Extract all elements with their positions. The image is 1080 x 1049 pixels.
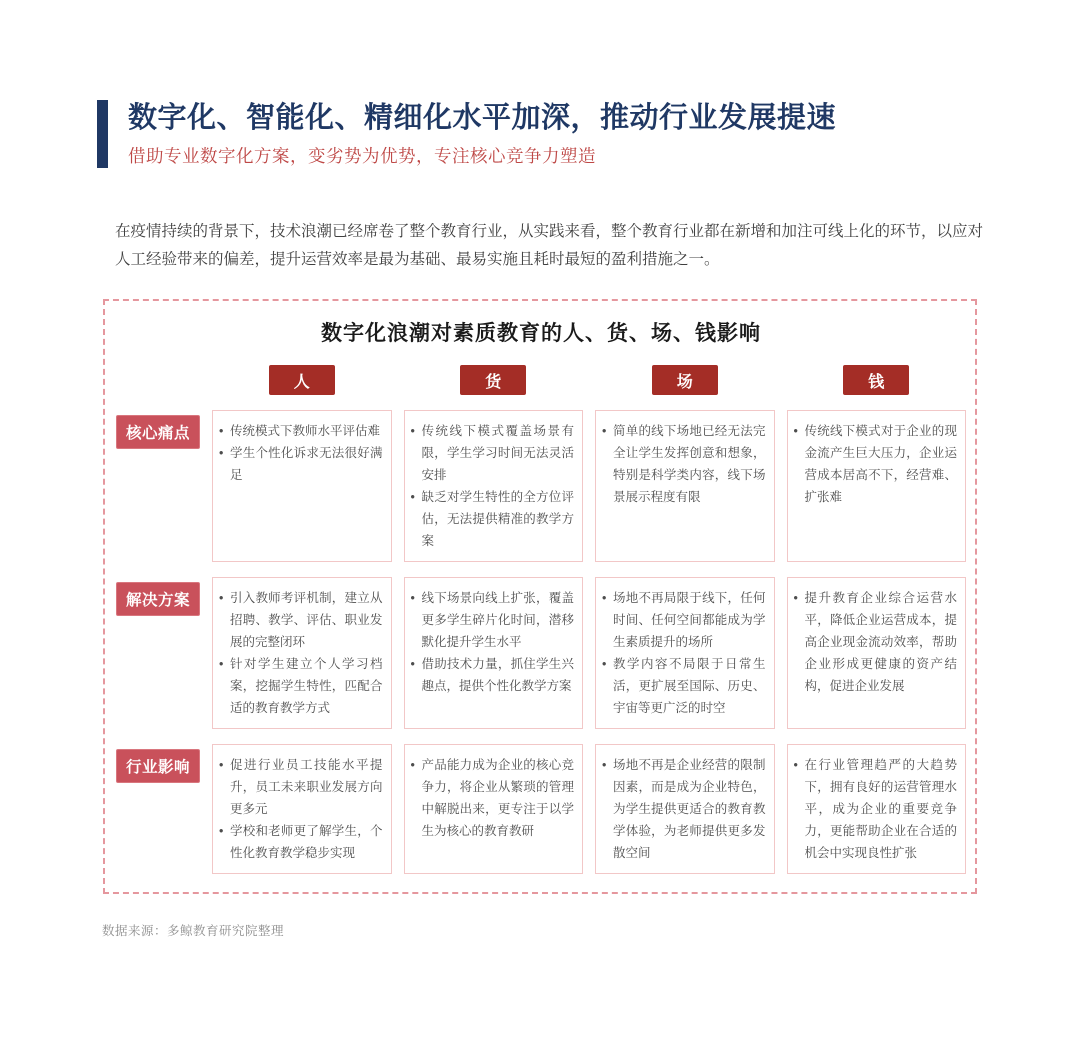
bullet-list	[219, 754, 383, 864]
bullet-list	[411, 754, 575, 842]
impact-table-panel	[103, 299, 977, 894]
bullet-item: • 学校和老师更了解学生，个性化教育教学稳步实现	[219, 820, 383, 864]
table-cell	[404, 410, 584, 562]
bullet-list	[602, 754, 766, 864]
bullet-item: • 线下场景向线上扩张，覆盖更多学生碎片化时间，潜移默化提升学生水平	[411, 587, 575, 653]
bullet-list	[219, 420, 383, 486]
column-header-cell	[787, 365, 967, 395]
report-header	[97, 100, 1080, 168]
table-cell	[595, 577, 775, 729]
bullet-list	[219, 587, 383, 719]
bullet-item: • 在行业管理趋严的大趋势下，拥有良好的运营管理水平，成为企业的重要竞争力，更能帮助企业在合适的机会中实现良性扩张	[794, 754, 958, 864]
bullet-list	[602, 587, 766, 719]
row-header-badge: 行业影响	[116, 749, 200, 783]
column-header-cell	[212, 365, 392, 395]
bullet-list	[602, 420, 766, 508]
bullet-list	[411, 420, 575, 552]
bullet-item: • 教学内容不局限于日常生活，更扩展至国际、历史、宇宙等更广泛的时空	[602, 653, 766, 719]
bullet-item: • 引入教师考评机制，建立从招聘、教学、评估、职业发展的完整闭环	[219, 587, 383, 653]
intro-paragraph: 在疫情持续的背景下，技术浪潮已经席卷了整个教育行业，从实践来看，整个教育行业都在新增和加注可线上化的环节，以应对人工经验带来的偏差，提升运营效率是最为基础、最易实施且耗时最短的盈利措施之一。	[115, 223, 984, 268]
page-subtitle: 借助专业数字化方案，变劣势为优势，专注核心竞争力塑造	[128, 146, 596, 166]
column-header-badge: 钱	[843, 365, 909, 395]
column-header-badge: 货	[460, 365, 526, 395]
column-header-badge: 人	[269, 365, 335, 395]
title-accent-bar	[97, 100, 108, 168]
bullet-item: • 针对学生建立个人学习档案，挖掘学生特性，匹配合适的教育教学方式	[219, 653, 383, 719]
bullet-item: • 借助技术力量，抓住学生兴趣点，提供个性化教学方案	[411, 653, 575, 697]
row-header-cell	[116, 410, 200, 449]
bullet-list	[794, 754, 958, 864]
bullet-item: • 简单的线下场地已经无法完全让学生发挥创意和想象，特别是科学类内容，线下场景展示程度有限	[602, 420, 766, 508]
table-cell	[212, 577, 392, 729]
bullet-item: • 场地不再局限于线下，任何时间、任何空间都能成为学生素质提升的场所	[602, 587, 766, 653]
impact-grid	[116, 365, 966, 874]
table-cell	[212, 744, 392, 874]
page-title: 数字化、智能化、精细化水平加深，推动行业发展提速	[128, 102, 837, 134]
bullet-list	[794, 587, 958, 697]
table-cell	[595, 744, 775, 874]
row-header-cell	[116, 744, 200, 783]
grid-corner-spacer	[116, 365, 200, 395]
bullet-item: • 学生个性化诉求无法很好满足	[219, 442, 383, 486]
bullet-item: • 产品能力成为企业的核心竞争力，将企业从繁琐的管理中解脱出来，更专注于以学生为核心的教育教研	[411, 754, 575, 842]
table-cell	[787, 410, 967, 562]
table-cell	[787, 744, 967, 874]
bullet-item: • 提升教育企业综合运营水平，降低企业运营成本，提高企业现金流动效率，帮助企业形成更健康的资产结构，促进企业发展	[794, 587, 958, 697]
bullet-list	[411, 587, 575, 697]
bullet-item: • 场地不再是企业经营的限制因素，而是成为企业特色，为学生提供更适合的教育教学体验，为老师提供更多发散空间	[602, 754, 766, 864]
row-header-badge: 核心痛点	[116, 415, 200, 449]
bullet-item: • 促进行业员工技能水平提升，员工未来职业发展方向更多元	[219, 754, 383, 820]
impact-table-title: 数字化浪潮对素质教育的人、货、场、钱影响	[321, 322, 761, 345]
data-source-note: 数据来源：多鲸教育研究院整理	[102, 924, 285, 938]
bullet-item: • 传统线下模式对于企业的现金流产生巨大压力，企业运营成本居高不下，经营难、扩张难	[794, 420, 958, 508]
report-page	[0, 100, 1080, 1049]
bullet-item: • 缺乏对学生特性的全方位评估，无法提供精准的教学方案	[411, 486, 575, 552]
title-block	[128, 100, 836, 167]
table-cell	[212, 410, 392, 562]
table-cell	[787, 577, 967, 729]
table-cell	[404, 577, 584, 729]
table-cell	[404, 744, 584, 874]
bullet-item: • 传统模式下教师水平评估难	[219, 420, 383, 442]
column-header-badge: 场	[652, 365, 718, 395]
column-header-cell	[404, 365, 584, 395]
row-header-badge: 解决方案	[116, 582, 200, 616]
row-header-cell	[116, 577, 200, 616]
bullet-list	[794, 420, 958, 508]
bullet-item: • 传统线下模式覆盖场景有限，学生学习时间无法灵活安排	[411, 420, 575, 486]
column-header-cell	[595, 365, 775, 395]
table-cell	[595, 410, 775, 562]
